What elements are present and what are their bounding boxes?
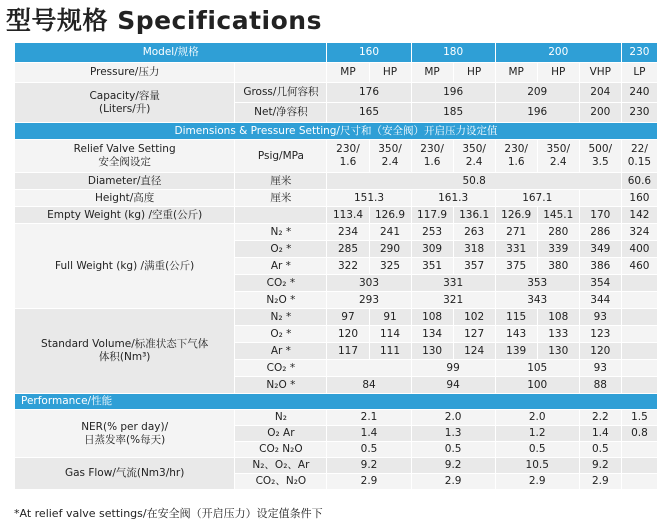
gas-flow-row	[15, 458, 658, 474]
gas-label: N₂ *	[235, 309, 327, 326]
standard-volume-label-line2: 体积(Nm³)	[98, 351, 151, 363]
ner-row	[15, 410, 658, 426]
full-weight-value: 386	[579, 258, 621, 275]
volume-value: 134	[411, 326, 453, 343]
relief-valve-row	[15, 140, 658, 173]
gas-flow-value: 2.9	[495, 474, 579, 490]
model-180: 180	[411, 43, 495, 63]
gas-label: CO₂ *	[235, 360, 327, 377]
volume-value: 91	[369, 309, 411, 326]
gas-label: N₂ *	[235, 224, 327, 241]
volume-value: 114	[369, 326, 411, 343]
performance-band	[15, 394, 658, 410]
pressure-value: HP	[537, 63, 579, 83]
diameter-unit: 厘米	[235, 173, 327, 190]
full-weight-value: 351	[411, 258, 453, 275]
page-title: 型号规格 Specifications	[6, 6, 322, 35]
volume-value: 117	[327, 343, 369, 360]
gas-flow-value: 9.2	[327, 458, 411, 474]
full-weight-value: 339	[537, 241, 579, 258]
full-weight-value: 331	[411, 275, 495, 292]
full-weight-value: 353	[495, 275, 579, 292]
gas-label: Ar *	[235, 258, 327, 275]
volume-value: 97	[327, 309, 369, 326]
full-weight-value: 400	[621, 241, 657, 258]
full-weight-value: 349	[579, 241, 621, 258]
diameter-value: 50.8	[327, 173, 621, 190]
relief-value: 230/ 1.6	[495, 140, 537, 173]
gas-flow-value: 2.9	[411, 474, 495, 490]
standard-volume-row	[15, 309, 658, 326]
volume-value: 93	[579, 360, 621, 377]
gross-value: 240	[621, 83, 657, 103]
model-160: 160	[327, 43, 411, 63]
gas-label: N₂O *	[235, 377, 327, 394]
volume-value: 120	[327, 326, 369, 343]
full-weight-value: 286	[579, 224, 621, 241]
gas-label: N₂	[235, 410, 327, 426]
diameter-value-lp: 60.6	[621, 173, 657, 190]
relief-label-en: Relief Valve Setting	[73, 143, 176, 155]
capacity-label	[15, 83, 235, 123]
full-weight-value: 263	[453, 224, 495, 241]
ner-value: 1.4	[327, 426, 411, 442]
pressure-value: MP	[411, 63, 453, 83]
volume-value: 105	[495, 360, 579, 377]
pressure-value: VHP	[579, 63, 621, 83]
diameter-row	[15, 173, 658, 190]
gas-label: O₂ *	[235, 241, 327, 258]
gross-value: 209	[495, 83, 579, 103]
gas-flow-value: 2.9	[327, 474, 411, 490]
capacity-label-unit: (Liters/升)	[98, 102, 151, 115]
gas-label: CO₂ *	[235, 275, 327, 292]
gas-flow-value: 10.5	[495, 458, 579, 474]
height-unit: 厘米	[235, 190, 327, 207]
relief-value: 230/ 1.6	[327, 140, 369, 173]
ner-value: 0.8	[621, 426, 657, 442]
empty-weight-value: 136.1	[453, 207, 495, 224]
gross-label: Gross/几何容积	[235, 83, 327, 103]
relief-label-cn: 安全阀设定	[98, 156, 151, 168]
empty-weight-value: 126.9	[495, 207, 537, 224]
relief-value: 350/ 2.4	[453, 140, 495, 173]
net-value: 165	[327, 103, 411, 123]
ner-value: 2.0	[411, 410, 495, 426]
ner-label-cn: 日蒸发率(%每天)	[84, 433, 166, 446]
gas-flow-label: Gas Flow/气流(Nm3/hr)	[15, 458, 235, 490]
standard-volume-label-line1: Standard Volume/标准状态下气体	[41, 338, 209, 350]
volume-value: 84	[327, 377, 411, 394]
ner-value: 1.2	[495, 426, 579, 442]
ner-value: 2.1	[327, 410, 411, 426]
model-label: Model/规格	[15, 43, 327, 63]
gas-label: CO₂、N₂O	[235, 474, 327, 490]
full-weight-value: 460	[621, 258, 657, 275]
height-value: 151.3	[327, 190, 411, 207]
ner-value: 0.5	[327, 442, 411, 458]
ner-value: 2.0	[495, 410, 579, 426]
height-value: 167.1	[495, 190, 579, 207]
diameter-label: Diameter/直径	[15, 173, 235, 190]
gas-label: N₂O *	[235, 292, 327, 309]
specifications-table	[14, 42, 658, 490]
empty-weight-value: 170	[579, 207, 621, 224]
relief-value: 350/ 2.4	[369, 140, 411, 173]
empty-weight-value: 117.9	[411, 207, 453, 224]
relief-value: 500/ 3.5	[579, 140, 621, 173]
ner-value: 1.5	[621, 410, 657, 426]
volume-value: 115	[495, 309, 537, 326]
gas-label: O₂ Ar	[235, 426, 327, 442]
model-230: 230	[621, 43, 657, 63]
empty-weight-value: 126.9	[369, 207, 411, 224]
full-weight-value: 309	[411, 241, 453, 258]
volume-value: 123	[579, 326, 621, 343]
volume-value: 99	[411, 360, 495, 377]
volume-value: 143	[495, 326, 537, 343]
relief-value: 350/ 2.4	[537, 140, 579, 173]
full-weight-value: 344	[579, 292, 621, 309]
height-value: 161.3	[411, 190, 495, 207]
net-value: 230	[621, 103, 657, 123]
full-weight-value: 354	[579, 275, 621, 292]
ner-value: 0.5	[411, 442, 495, 458]
volume-value: 139	[495, 343, 537, 360]
gas-label: CO₂ N₂O	[235, 442, 327, 458]
ner-label-en: NER(% per day)/	[81, 420, 169, 433]
full-weight-value: 357	[453, 258, 495, 275]
full-weight-label: Full Weight (kg) /满重(公斤)	[15, 224, 235, 309]
ner-label	[15, 410, 235, 458]
ner-value: 1.3	[411, 426, 495, 442]
gas-label: Ar *	[235, 343, 327, 360]
full-weight-value: 290	[369, 241, 411, 258]
full-weight-value: 324	[621, 224, 657, 241]
empty-weight-value: 113.4	[327, 207, 369, 224]
gas-flow-value: 2.9	[579, 474, 621, 490]
ner-value: 1.4	[579, 426, 621, 442]
volume-value: 93	[579, 309, 621, 326]
volume-value: 130	[411, 343, 453, 360]
full-weight-value: 343	[495, 292, 579, 309]
footnote: *At relief valve settings/在安全阀（开启压力）设定值条件下	[14, 507, 323, 520]
model-header-row	[15, 43, 658, 63]
full-weight-value: 293	[327, 292, 411, 309]
gross-value: 196	[411, 83, 495, 103]
pressure-value: MP	[495, 63, 537, 83]
gas-flow-value: 9.2	[579, 458, 621, 474]
pressure-row	[15, 63, 658, 83]
empty-weight-value: 145.1	[537, 207, 579, 224]
full-weight-value: 303	[327, 275, 411, 292]
volume-value: 108	[411, 309, 453, 326]
net-value: 185	[411, 103, 495, 123]
dimensions-band-label: Dimensions & Pressure Setting/尺寸和（安全阀）开启压力设定值	[15, 123, 658, 140]
volume-value: 120	[579, 343, 621, 360]
relief-value: 22/ 0.15	[621, 140, 657, 173]
volume-value: 130	[537, 343, 579, 360]
volume-value: 133	[537, 326, 579, 343]
empty-weight-row	[15, 207, 658, 224]
volume-value: 100	[495, 377, 579, 394]
standard-volume-label	[15, 309, 235, 394]
height-label: Height/高度	[15, 190, 235, 207]
volume-value: 111	[369, 343, 411, 360]
height-row	[15, 190, 658, 207]
gas-flow-value: 9.2	[411, 458, 495, 474]
full-weight-value: 318	[453, 241, 495, 258]
pressure-value: MP	[327, 63, 369, 83]
net-value: 200	[579, 103, 621, 123]
capacity-gross-row	[15, 83, 658, 103]
pressure-label: Pressure/压力	[15, 63, 235, 83]
pressure-value: HP	[369, 63, 411, 83]
full-weight-value: 241	[369, 224, 411, 241]
full-weight-value: 271	[495, 224, 537, 241]
net-value: 196	[495, 103, 579, 123]
performance-band-label: Performance/性能	[15, 394, 658, 410]
pressure-value: HP	[453, 63, 495, 83]
full-weight-value: 322	[327, 258, 369, 275]
dimensions-band	[15, 123, 658, 140]
height-value-lp: 160	[621, 190, 657, 207]
net-label: Net/净容积	[235, 103, 327, 123]
full-weight-value: 280	[537, 224, 579, 241]
full-weight-value: 375	[495, 258, 537, 275]
pressure-value: LP	[621, 63, 657, 83]
gross-value: 176	[327, 83, 411, 103]
volume-value: 127	[453, 326, 495, 343]
full-weight-value: 321	[411, 292, 495, 309]
relief-value: 230/ 1.6	[411, 140, 453, 173]
relief-label	[15, 140, 235, 173]
volume-value: 94	[411, 377, 495, 394]
capacity-label-en: Capacity/容量	[89, 89, 160, 102]
full-weight-value: 234	[327, 224, 369, 241]
gas-label: O₂ *	[235, 326, 327, 343]
volume-value: 102	[453, 309, 495, 326]
empty-weight-label: Empty Weight (kg) /空重(公斤)	[15, 207, 235, 224]
full-weight-value: 325	[369, 258, 411, 275]
volume-value: 124	[453, 343, 495, 360]
volume-value: 108	[537, 309, 579, 326]
ner-value: 0.5	[579, 442, 621, 458]
empty-weight-value: 142	[621, 207, 657, 224]
ner-value: 2.2	[579, 410, 621, 426]
full-weight-value: 380	[537, 258, 579, 275]
model-200: 200	[495, 43, 621, 63]
ner-value: 0.5	[495, 442, 579, 458]
relief-unit: Psig/MPa	[235, 140, 327, 173]
full-weight-value: 253	[411, 224, 453, 241]
full-weight-row	[15, 224, 658, 241]
gas-label: N₂、O₂、Ar	[235, 458, 327, 474]
gross-value: 204	[579, 83, 621, 103]
full-weight-value: 285	[327, 241, 369, 258]
volume-value: 88	[579, 377, 621, 394]
full-weight-value: 331	[495, 241, 537, 258]
